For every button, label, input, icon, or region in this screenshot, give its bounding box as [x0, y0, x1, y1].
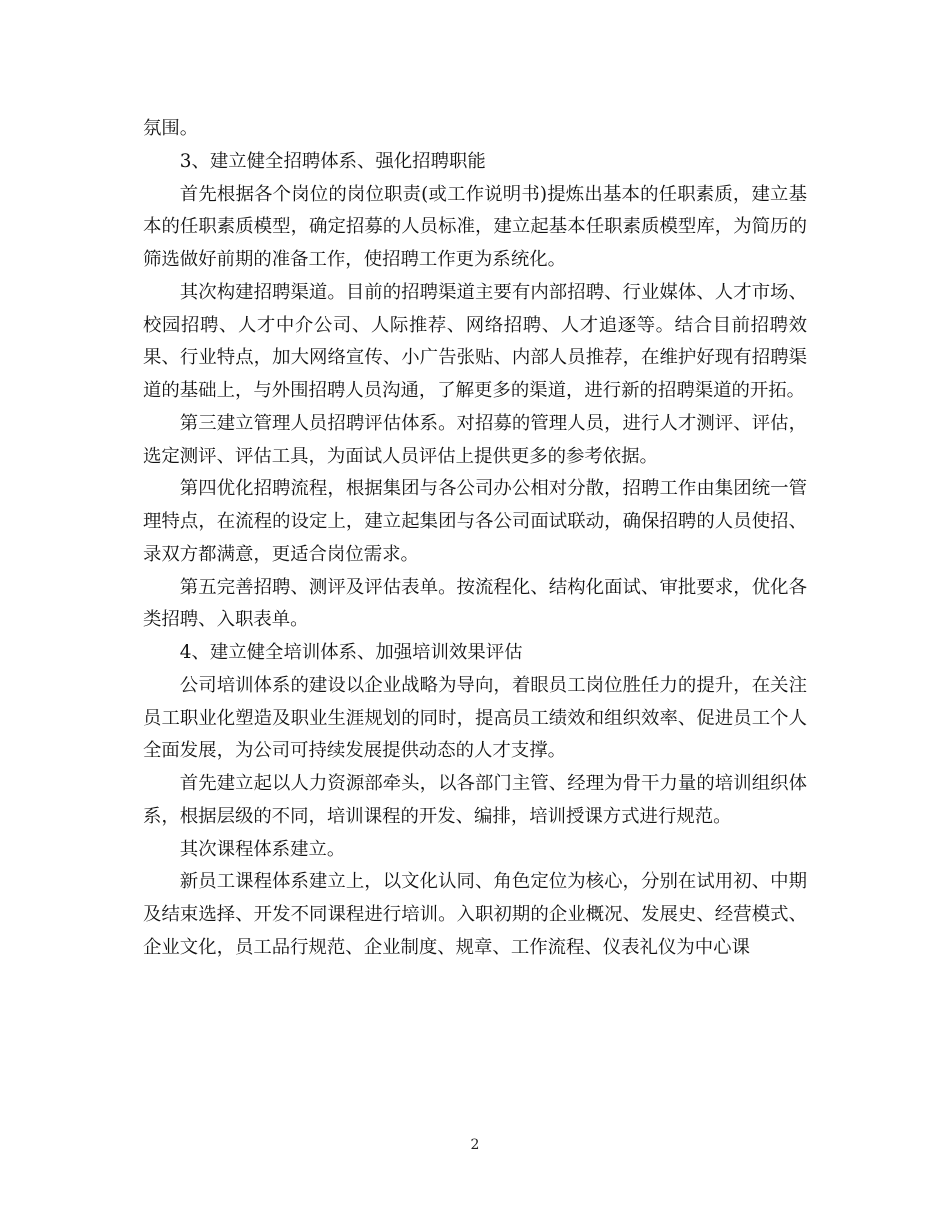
heading-training-system: 4、建立健全培训体系、加强培训效果评估	[179, 642, 523, 663]
page-number: 2	[470, 1137, 480, 1153]
paragraph-2: 首先根据各个岗位的岗位职责(或工作说明书)提炼出基本的任职素质，建立基本的任职素质模型，确定招募的人员标准，建立起基本任职素质模型库，为简历的筛选做好前期的准备工作，使招聘工作更为系统化。	[143, 183, 807, 270]
paragraph-8: 公司培训体系的建设以企业战略为导向，着眼员工岗位胜任力的提升，在关注员工职业化塑造及职业生涯规划的同时，提高员工绩效和组织效率、促进员工个人全面发展，为公司可持续发展提供动态的人才支撑。	[143, 674, 807, 762]
paragraph-0: 氛围。	[143, 118, 199, 139]
paragraph-3: 其次构建招聘渠道。目前的招聘渠道主要有内部招聘、行业媒体、人才市场、校园招聘、人才中介公司、人际推荐、网络招聘、人才追逐等。结合目前招聘效果、行业特点，加大网络宣传、小广告张贴、内部人员推荐，在维护好现有招聘渠道的基础上，与外围招聘人员沟通，了解更多的渠道，进行新的招聘渠道的开拓。	[143, 281, 807, 401]
document-body	[143, 113, 807, 965]
paragraph-11: 新员工课程体系建立上，以文化认同、角色定位为核心，分别在试用初、中期及结束选择、开发不同课程进行培训。入职初期的企业概况、发展史、经营模式、企业文化，员工品行规范、企业制度、规章、工作流程、仪表礼仪为中心课	[143, 871, 807, 958]
paragraph-9: 首先建立起以人力资源部牵头，以各部门主管、经理为骨干力量的培训组织体系，根据层级的不同，培训课程的开发、编排，培训授课方式进行规范。	[143, 773, 807, 827]
paragraph-6: 第五完善招聘、测评及评估表单。按流程化、结构化面试、审批要求，优化各类招聘、入职表单。	[143, 576, 807, 631]
paragraph-4: 第三建立管理人员招聘评估体系。对招募的管理人员，进行人才测评、评估，选定测评、评估工具，为面试人员评估上提供更多的参考依据。	[143, 412, 807, 467]
paragraph-5: 第四优化招聘流程，根据集团与各公司办公相对分散，招聘工作由集团统一管理特点，在流程的设定上，建立起集团与各公司面试联动，确保招聘的人员使招、录双方都满意，更适合岗位需求。	[143, 478, 807, 565]
heading-recruitment-system: 3、建立健全招聘体系、强化招聘职能	[179, 150, 486, 172]
paragraph-10: 其次课程体系建立。	[179, 838, 346, 860]
